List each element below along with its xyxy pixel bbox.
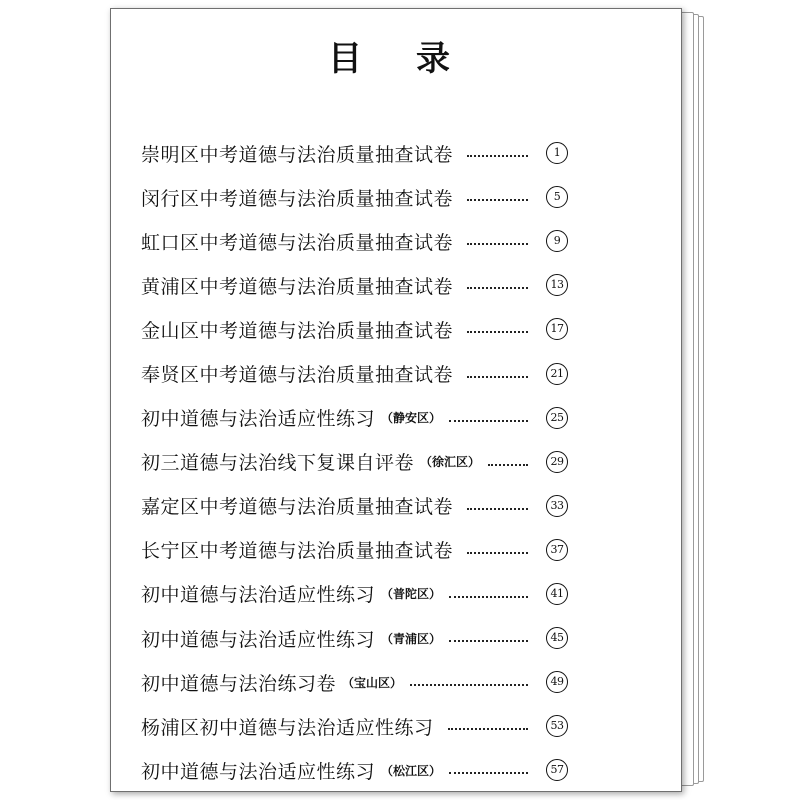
toc-entry[interactable] <box>141 748 566 792</box>
dot-leader <box>467 287 528 289</box>
page-number: 49 <box>546 671 568 693</box>
entry-note: （普陀区） <box>381 587 442 602</box>
toc-entry[interactable] <box>141 616 566 660</box>
entry-title: 虹口区中考道德与法治质量抽查试卷 <box>141 231 454 254</box>
toc-entry[interactable] <box>141 440 566 484</box>
entry-title: 初三道德与法治线下复课自评卷 <box>141 452 415 475</box>
dot-leader <box>467 155 528 157</box>
entry-note: （静安区） <box>381 411 442 426</box>
dot-leader <box>448 728 528 730</box>
toc-entry[interactable] <box>141 528 566 572</box>
entry-note: （宝山区） <box>342 675 403 690</box>
entry-title: 初中道德与法治练习卷 <box>141 672 337 695</box>
entry-title: 杨浦区初中道德与法治适应性练习 <box>141 716 434 739</box>
toc-entry[interactable] <box>141 307 566 351</box>
dot-leader <box>467 376 528 378</box>
dot-leader <box>467 199 528 201</box>
entry-title: 初中道德与法治适应性练习 <box>141 584 376 607</box>
entry-title: 初中道德与法治适应性练习 <box>141 408 376 431</box>
toc-entry[interactable] <box>141 704 566 748</box>
dot-leader <box>467 331 528 333</box>
entry-title: 奉贤区中考道德与法治质量抽查试卷 <box>141 364 454 387</box>
page-number: 21 <box>546 363 568 385</box>
page-number: 17 <box>546 318 568 340</box>
page-number: 29 <box>546 451 568 473</box>
page-number: 13 <box>546 274 568 296</box>
page-number: 33 <box>546 495 568 517</box>
page-number: 53 <box>546 715 568 737</box>
entry-title: 长宁区中考道德与法治质量抽查试卷 <box>141 540 454 563</box>
page-number: 45 <box>546 627 568 649</box>
page-title: 目录 <box>328 39 504 79</box>
toc-entry[interactable] <box>141 131 566 175</box>
dot-leader <box>467 243 528 245</box>
entry-title: 初中道德与法治适应性练习 <box>141 760 376 783</box>
dot-leader <box>449 772 528 774</box>
dot-leader <box>449 596 528 598</box>
entry-note: （松江区） <box>381 763 442 778</box>
page-number: 1 <box>546 142 568 164</box>
table-of-contents <box>141 131 566 792</box>
toc-entry[interactable] <box>141 396 566 440</box>
contents-page <box>110 8 682 792</box>
entry-title: 嘉定区中考道德与法治质量抽查试卷 <box>141 496 454 519</box>
entry-title: 闵行区中考道德与法治质量抽查试卷 <box>141 187 454 210</box>
toc-entry[interactable] <box>141 219 566 263</box>
dot-leader <box>467 552 528 554</box>
page-number: 25 <box>546 407 568 429</box>
dot-leader <box>449 420 528 422</box>
dot-leader <box>488 464 528 466</box>
entry-title: 崇明区中考道德与法治质量抽查试卷 <box>141 143 454 166</box>
dot-leader <box>467 508 528 510</box>
page-number: 41 <box>546 583 568 605</box>
toc-entry[interactable] <box>141 263 566 307</box>
entry-note: （徐汇区） <box>420 455 481 470</box>
dot-leader <box>449 640 528 642</box>
page-number: 9 <box>546 230 568 252</box>
page-number: 37 <box>546 539 568 561</box>
entry-note: （青浦区） <box>381 631 442 646</box>
toc-entry[interactable] <box>141 484 566 528</box>
toc-entry[interactable] <box>141 351 566 395</box>
entry-title: 金山区中考道德与法治质量抽查试卷 <box>141 319 454 342</box>
entry-title: 初中道德与法治适应性练习 <box>141 628 376 651</box>
toc-entry[interactable] <box>141 175 566 219</box>
page-number: 5 <box>546 186 568 208</box>
toc-entry[interactable] <box>141 660 566 704</box>
dot-leader <box>410 684 528 686</box>
page-number: 57 <box>546 759 568 781</box>
entry-title: 黄浦区中考道德与法治质量抽查试卷 <box>141 275 454 298</box>
toc-entry[interactable] <box>141 572 566 616</box>
